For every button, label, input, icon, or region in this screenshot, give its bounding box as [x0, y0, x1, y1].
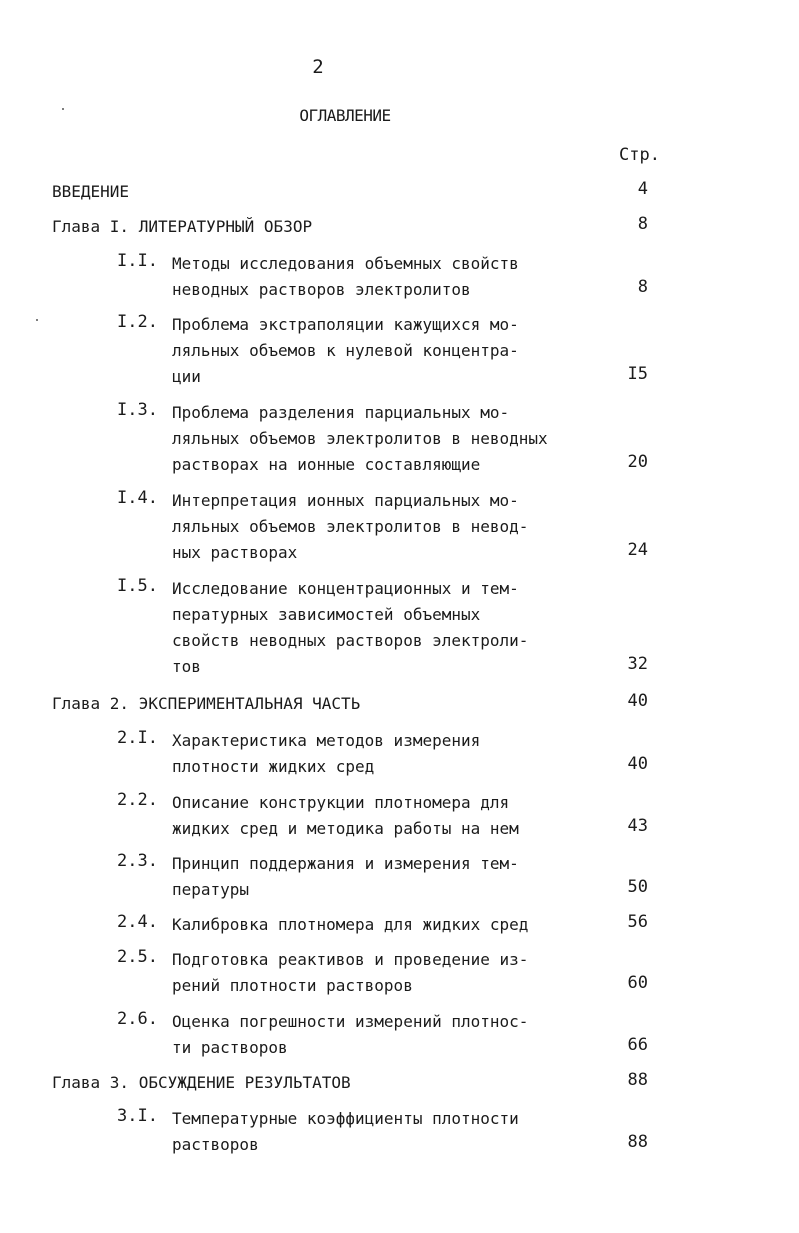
toc-entry-number: 2.5.: [117, 947, 158, 967]
toc-entry-title: Интерпретация ионных парциальных мо- ляльных объемов электролитов в невод- ных растворах: [172, 491, 529, 562]
toc-entry-page: 4: [637, 179, 648, 199]
toc-entry-page: 56: [627, 912, 648, 932]
page-number: 2: [312, 56, 324, 78]
toc-entry-title: Методы исследования объемных свойств неводных растворов электролитов: [172, 254, 519, 299]
toc-entry-number: 3.I.: [117, 1106, 158, 1126]
toc-entry-number: I.I.: [117, 251, 158, 271]
toc-entry-number: I.5.: [117, 576, 158, 596]
toc-entry-page: 40: [627, 691, 648, 711]
toc-entry-page: 88: [627, 1132, 648, 1152]
toc-entry-number: 2.2.: [117, 790, 158, 810]
pages-column-header: Стр.: [619, 145, 660, 165]
toc-entry-number: I.3.: [117, 400, 158, 420]
toc-entry-number: 2.4.: [117, 912, 158, 932]
toc-entry-number: I.4.: [117, 488, 158, 508]
toc-entry-number: 2.6.: [117, 1009, 158, 1029]
page-title: ОГЛАВЛЕНИЕ: [299, 106, 391, 125]
toc-entry-number: I.2.: [117, 312, 158, 332]
toc-entry-number: 2.3.: [117, 851, 158, 871]
toc-entry-title: Описание конструкции плотномера для жидких сред и методика работы на нем: [172, 793, 519, 838]
toc-entry-title: Проблема экстраполяции кажущихся мо- ляльных объемов к нулевой концентра- ции: [172, 315, 519, 386]
toc-entry-page: 8: [637, 277, 648, 297]
toc-entry-number: 2.I.: [117, 728, 158, 748]
toc-entry-title: Глава 2. ЭКСПЕРИМЕНТАЛЬНАЯ ЧАСТЬ: [52, 694, 361, 713]
toc-entry-title: Температурные коэффициенты плотности растворов: [172, 1109, 519, 1154]
scan-speck: [62, 108, 64, 110]
toc-entry-page: 32: [627, 654, 648, 674]
toc-entry-page: 66: [627, 1035, 648, 1055]
toc-entry-page: 60: [627, 973, 648, 993]
toc-entry-title: Глава 3. ОБСУЖДЕНИЕ РЕЗУЛЬТАТОВ: [52, 1073, 351, 1092]
toc-entry-title: Проблема разделения парциальных мо- ляльных объемов электролитов в неводных растворах на ионные составляющие: [172, 403, 548, 474]
toc-entry-title: Оценка погрешности измерений плотнос- ти растворов: [172, 1012, 529, 1057]
toc-entry-page: 8: [637, 214, 648, 234]
toc-entry-title: Глава I. ЛИТЕРАТУРНЫЙ ОБЗОР: [52, 217, 313, 236]
toc-entry-page: 88: [627, 1070, 648, 1090]
toc-entry-page: 50: [627, 877, 648, 897]
scan-speck: [36, 319, 38, 321]
toc-entry-page: I5: [627, 364, 648, 384]
toc-entry-page: 20: [627, 452, 648, 472]
toc-entry-title: ВВЕДЕНИЕ: [52, 182, 130, 201]
toc-entry-page: 40: [627, 754, 648, 774]
toc-entry-title: Принцип поддержания и измерения тем- пературы: [172, 854, 519, 899]
toc-entry-title: Подготовка реактивов и проведение из- рений плотности растворов: [172, 950, 529, 995]
toc-entry-page: 24: [627, 540, 648, 560]
toc-entry-title: Исследование концентрационных и тем- пературных зависимостей объемных свойств неводных растворов электроли- тов: [172, 579, 529, 676]
toc-entry-page: 43: [627, 816, 648, 836]
toc-entry-title: Калибровка плотномера для жидких сред: [172, 915, 529, 934]
toc-entry-title: Характеристика методов измерения плотности жидких сред: [172, 731, 481, 776]
